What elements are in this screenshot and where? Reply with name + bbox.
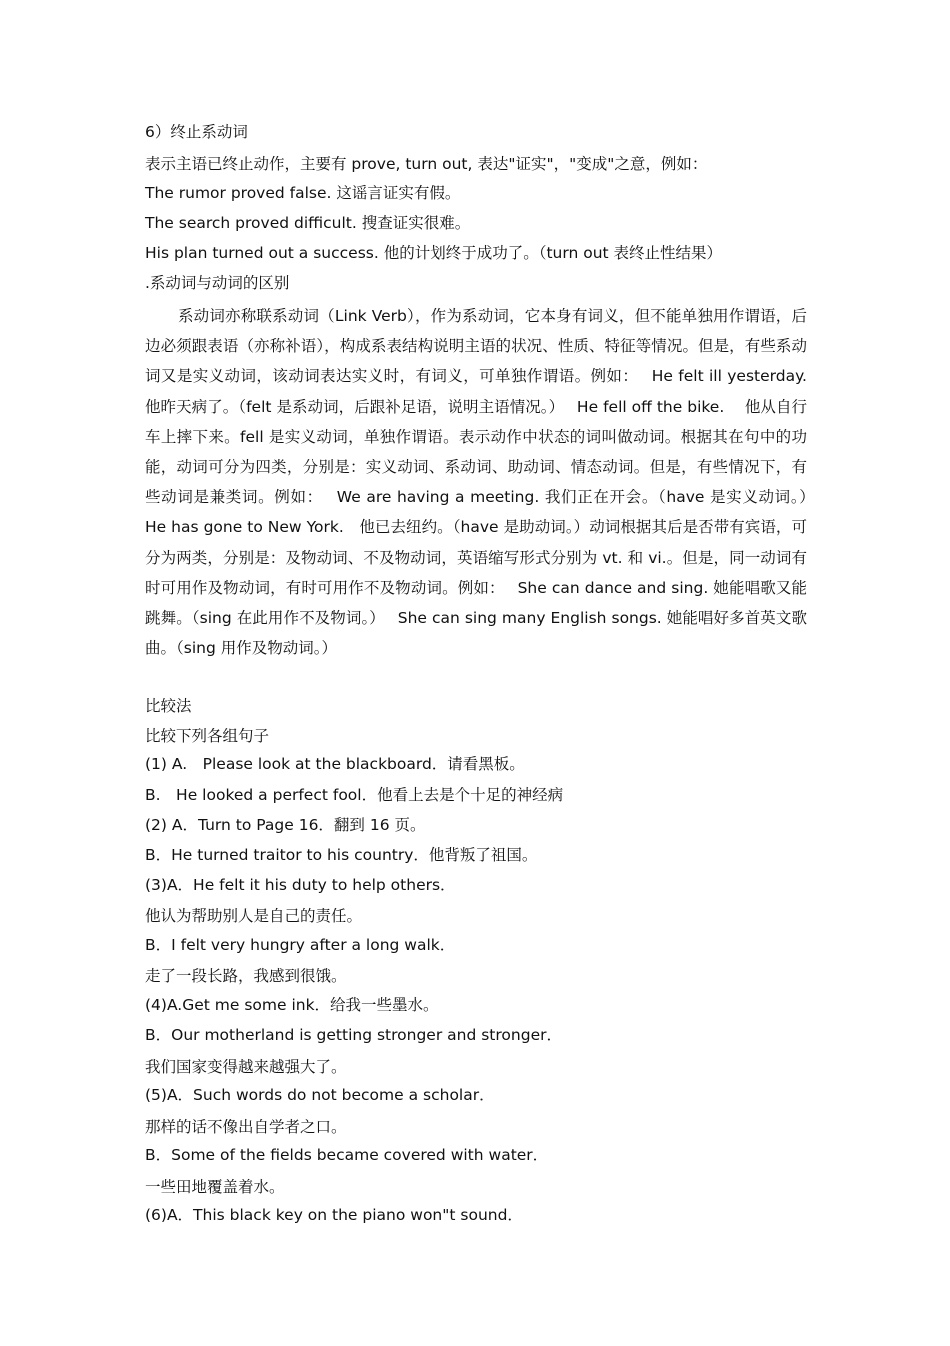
compare-line: (2) A．Turn to Page 16．翻到 16 页。 [145,816,426,834]
example-sentence: The rumor proved false. 这谣言证实有假。 [145,184,461,202]
compare-line: (4)A.Get me some ink．给我一些墨水。 [145,996,439,1014]
compare-line: B．He turned traitor to his country．他背叛了祖国。 [145,846,538,864]
compare-line: B．Our motherland is getting stronger and stronger． [145,1026,562,1044]
body-paragraph: 系动词亦称联系动词（Link Verb），作为系动词，它本身有词义，但不能单独用作谓语，后边必须跟表语（亦称补语），构成系表结构说明主语的状况、性质、特征等情况。但是，有些系动词又是实义动词，该动词表达实义时，有词义，可单独作谓语。例如： He felt ill yesterday. 他昨天病了。（felt 是系动词，后跟补足语，说明主语情况。） He fell off the bike. 他从自行车上摔下来。fell 是实义动词，单独作谓语。表示动作中状态的词叫做动词。根据其在句中的功能，动词可分为四类，分别是：实义动词、系动词、助动词、情态动词。但是，有些情况下，有些动词是兼类词。例如： We are having a meeting. 我们正在开会。（have 是实义动词。） He has gone to New York. 他已去纽约。（have 是助动词。）动词根据其后是否带有宾语，可分为两类，分别是：及物动词、不及物动词，英语缩写形式分别为 vt. 和 vi.。但是，同一动词有时可用作及物动词，有时可用作不及物动词。例如： She can dance and sing. 她能唱歌又能跳舞。（sing 在此用作不及物词。） She can sing many English songs. 她能唱好多首英文歌曲。（sing 用作及物动词。） [145,307,828,658]
compare-line: (6)A．This black key on the piano won"t sound． [145,1206,523,1224]
section-heading: .系动词与动词的区别 [145,274,290,292]
compare-line: 我们国家变得越来越强大了。 [145,1058,347,1076]
compare-line: B．I felt very hungry after a long walk． [145,936,456,954]
example-sentence: The search proved difficult. 搜查证实很难。 [145,214,471,232]
section-subheading: 比较下列各组句子 [145,727,270,745]
section-heading: 比较法 [145,697,192,715]
compare-line: (3)A．He felt it his duty to help others． [145,876,456,894]
compare-line: B. He looked a perfect fool．他看上去是个十足的神经病 [145,786,564,804]
compare-line: 走了一段长路，我感到很饿。 [145,967,347,985]
example-sentence: His plan turned out a success. 他的计划终于成功了。（turn out 表终止性结果） [145,244,723,262]
compare-line: 他认为帮助别人是自己的责任。 [145,907,363,925]
section-intro: 表示主语已终止动作，主要有 prove, turn out, 表达"证实"，"变成"之意，例如： [145,155,708,173]
compare-line: (1) A. Please look at the blackboard．请看黑板。 [145,755,525,773]
compare-line: 一些田地覆盖着水。 [145,1178,285,1196]
compare-line: 那样的话不像出自学者之口。 [145,1118,347,1136]
compare-line: B．Some of the fields became covered with water． [145,1146,549,1164]
section-heading: 6）终止系动词 [145,123,248,141]
compare-line: (5)A．Such words do not become a scholar． [145,1086,495,1104]
